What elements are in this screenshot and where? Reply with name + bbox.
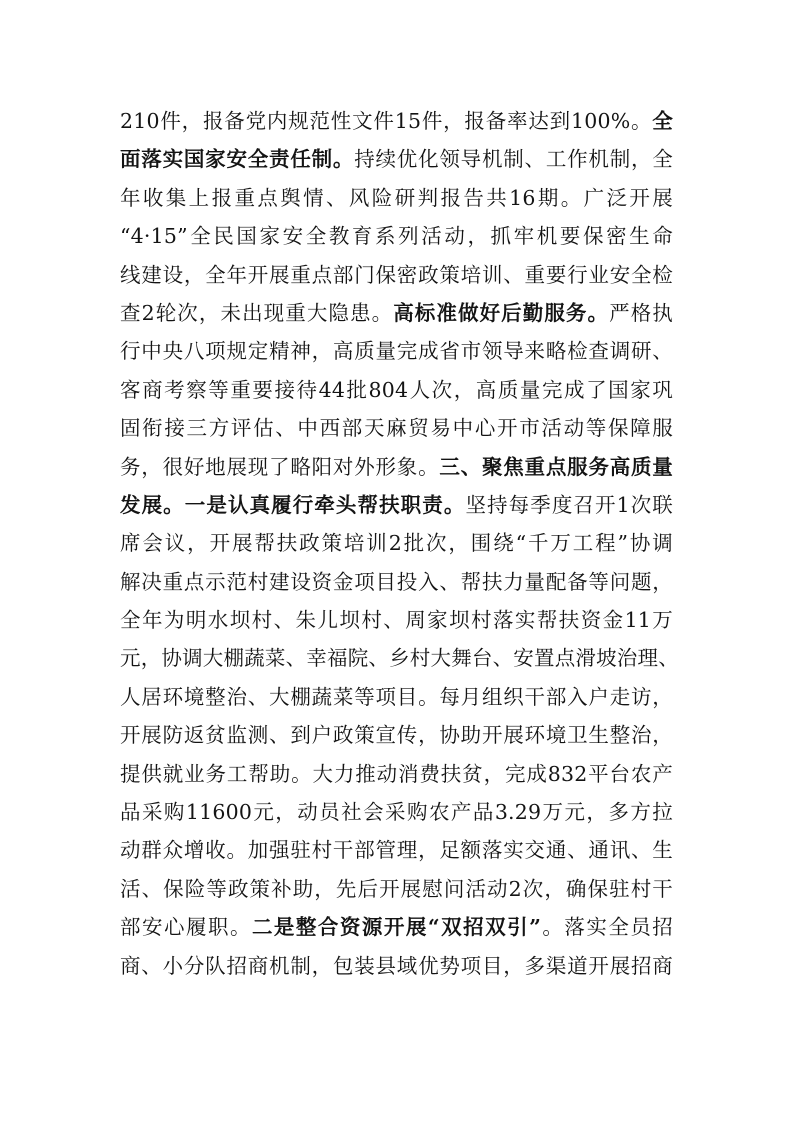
bold-text-run: 面落实国家安全责任制。	[120, 147, 355, 172]
text-run: 动群众增收。加强驻村干部管理，足额落实交通、通讯、生	[120, 838, 673, 863]
text-run: 行中央八项规定精神，高质量完成省市领导来略检查调研、	[120, 339, 673, 364]
text-line	[120, 294, 673, 332]
text-line	[120, 332, 673, 370]
text-line	[120, 639, 679, 677]
text-line	[120, 793, 673, 831]
bold-text-run: 高标准做好后勤服务。	[393, 300, 610, 325]
text-line	[120, 140, 673, 178]
text-run: 全年为明水坝村、朱儿坝村、周家坝村落实帮扶资金11万	[120, 608, 673, 633]
text-line	[120, 947, 673, 985]
text-run: 查2轮次，未出现重大隐患。	[120, 300, 394, 325]
text-run: 席会议，开展帮扶政策培训2批次，围绕“千万工程”协调	[120, 531, 673, 556]
bold-text-run: 三、聚焦重点服务高质量	[439, 454, 674, 479]
text-line	[120, 716, 673, 754]
text-run: 坚持每季度召开1次联	[465, 492, 674, 517]
text-run: 务，很好地展现了略阳对外形象。	[120, 454, 440, 479]
text-line	[120, 256, 673, 294]
text-line	[120, 678, 673, 716]
text-line	[120, 179, 673, 217]
text-line	[120, 448, 673, 486]
text-run: 人居环境整治、大棚蔬菜等项目。每月组织干部入户走访，	[120, 684, 673, 709]
text-line	[120, 755, 673, 793]
text-line	[120, 217, 673, 255]
bold-text-run: 二是整合资源开展“双招双引”	[251, 915, 542, 940]
text-run: 。落实全员招	[541, 915, 674, 940]
text-line	[120, 908, 673, 946]
text-run: 活、保险等政策补助，先后开展慰问活动2次，确保驻村干	[120, 876, 673, 901]
text-run: 部安心履职。	[120, 915, 252, 940]
text-run: 客商考察等重要接待44批804人次，高质量完成了国家巩	[120, 377, 673, 402]
text-line	[120, 870, 673, 908]
text-line	[120, 831, 673, 869]
text-line	[120, 486, 673, 524]
bold-text-run: 发展。一是认真履行牵头帮扶职责。	[120, 492, 466, 517]
bold-text-run: 全	[652, 109, 673, 133]
text-run: 固衔接三方评估、中西部天麻贸易中心开市活动等保障服	[120, 416, 673, 441]
text-run: 品采购11600元，动员社会采购农产品3.29万元，多方拉	[120, 800, 673, 825]
text-run: 210件，报备党内规范性文件15件，报备率达到100%。	[120, 109, 653, 133]
text-run: 商、小分队招商机制，包装县域优势项目，多渠道开展招商	[120, 953, 673, 978]
text-line	[120, 371, 673, 409]
text-line	[120, 524, 673, 562]
text-run: “4·15”全民国家安全教育系列活动，抓牢机要保密生命	[120, 224, 673, 249]
body-text	[120, 102, 679, 985]
text-line	[120, 563, 673, 601]
text-run: 元，协调大棚蔬菜、幸福院、乡村大舞台、安置点滑坡治理、	[120, 646, 679, 671]
text-run: 严格执	[609, 300, 674, 325]
text-run: 提供就业务工帮助。大力推动消费扶贫，完成832平台农产	[120, 761, 673, 786]
text-run: 开展防返贫监测、到户政策宣传，协助开展环境卫生整治，	[120, 723, 673, 748]
text-line	[120, 601, 673, 639]
text-line	[120, 102, 673, 140]
text-run: 持续优化领导机制、工作机制，全	[354, 147, 674, 172]
text-line	[120, 409, 673, 447]
text-run: 线建设，全年开展重点部门保密政策培训、重要行业安全检	[120, 262, 673, 287]
text-run: 解决重点示范村建设资金项目投入、帮扶力量配备等问题，	[120, 569, 673, 594]
text-run: 年收集上报重点舆情、风险研判报告共16期。广泛开展	[120, 185, 673, 210]
